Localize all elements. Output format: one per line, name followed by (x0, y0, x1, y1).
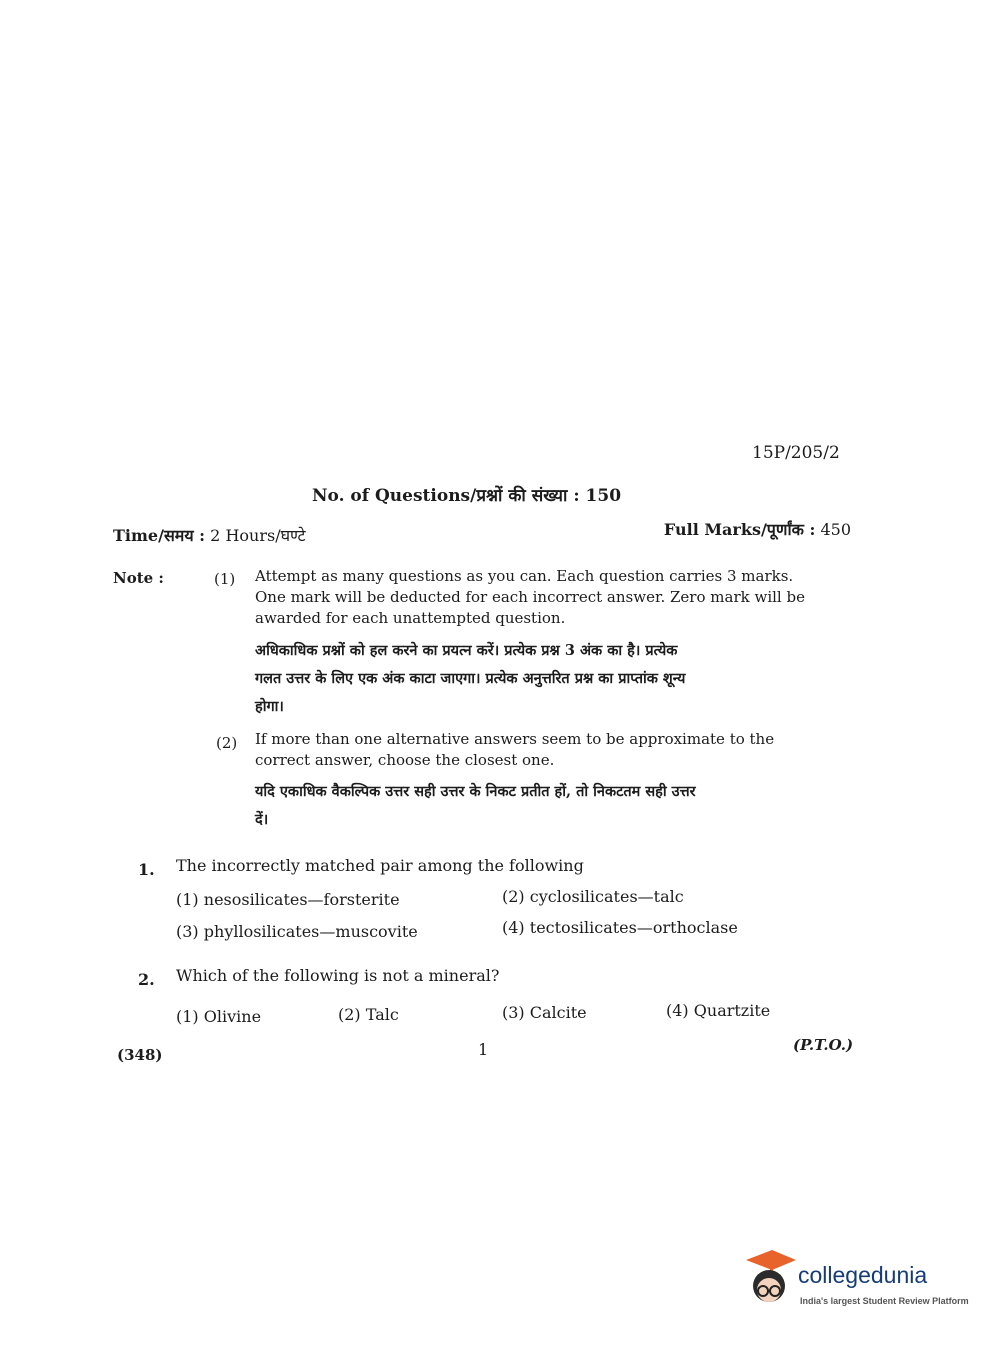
question-option (502, 918, 738, 937)
num-questions (312, 483, 621, 506)
question-number: 2. (138, 970, 155, 989)
note-label: Note : (113, 569, 164, 587)
note-item-english (255, 729, 855, 771)
option-text: Talc (365, 1005, 399, 1024)
option-number: (1) (176, 890, 199, 909)
question-option (338, 1005, 399, 1024)
time-info (113, 524, 306, 546)
note-item-number: (1) (214, 570, 236, 588)
note-line: होगा। (255, 698, 284, 715)
option-number: (2) (338, 1005, 361, 1024)
pto-label: (P.T.O.) (793, 1036, 854, 1054)
student-mascot-icon (742, 1250, 796, 1308)
option-text: phyllosilicates—muscovite (203, 922, 418, 941)
watermark-brand: collegedunia (798, 1262, 928, 1288)
note-line: awarded for each unattempted question. (255, 609, 566, 627)
option-number: (2) (502, 887, 525, 906)
option-text: nesosilicates—forsterite (203, 890, 400, 909)
note-item-hindi (255, 778, 855, 834)
question-option (502, 887, 684, 906)
booklet-code: (348) (117, 1046, 163, 1064)
page-number: 1 (478, 1040, 489, 1059)
option-number: (1) (176, 1007, 199, 1026)
full-marks-value: 450 (820, 520, 851, 539)
full-marks-info (664, 518, 851, 540)
note-line: Attempt as many questions as you can. Each question carries 3 marks. (255, 567, 794, 585)
watermark-tagline: India's largest Student Review Platform (800, 1296, 969, 1306)
note-line: If more than one alternative answers seem to be approximate to the (255, 730, 775, 748)
option-number: (4) (502, 918, 525, 937)
watermark-logo (742, 1250, 969, 1312)
option-number: (3) (502, 1003, 525, 1022)
option-text: Olivine (203, 1007, 262, 1026)
option-number: (4) (666, 1001, 689, 1020)
note-line: correct answer, choose the closest one. (255, 751, 555, 769)
note-line: दें। (255, 811, 269, 828)
question-text: The incorrectly matched pair among the following (176, 856, 584, 875)
option-number: (3) (176, 922, 199, 941)
note-line: यदि एकाधिक वैकल्पिक उत्तर सही उत्तर के निकट प्रतीत हों, तो निकटतम सही उत्तर (255, 783, 696, 800)
note-item-number: (2) (216, 734, 238, 752)
paper-code: 15P/205/2 (752, 443, 840, 463)
note-line: One mark will be deducted for each incorrect answer. Zero mark will be (255, 588, 805, 606)
question-option (176, 890, 400, 909)
time-value: 2 Hours/घण्टे (210, 526, 306, 545)
question-option (666, 1001, 770, 1020)
note-item-hindi (255, 637, 855, 721)
note-item-english (255, 566, 855, 629)
full-marks-label: Full Marks/पूर्णांक : (663, 520, 816, 539)
option-text: Quartzite (693, 1001, 771, 1020)
question-option (502, 1003, 587, 1022)
question-option (176, 922, 418, 941)
time-label: Time/समय : (113, 526, 206, 545)
option-text: tectosilicates—orthoclase (529, 918, 738, 937)
question-number: 1. (138, 860, 155, 879)
note-line: गलत उत्तर के लिए एक अंक काटा जाएगा। प्रत्येक अनुत्तरित प्रश्न का प्राप्तांक शून्य (255, 670, 686, 687)
note-line: अधिकाधिक प्रश्नों को हल करने का प्रयत्न करें। प्रत्येक प्रश्न 3 अंक का है। प्रत्येक (255, 642, 678, 659)
question-option (176, 1007, 261, 1026)
question-text: Which of the following is not a mineral? (176, 966, 500, 985)
option-text: cyclosilicates—talc (529, 887, 684, 906)
option-text: Calcite (529, 1003, 587, 1022)
num-questions-label: No. of Questions/प्रश्नों की संख्या : (312, 486, 580, 506)
num-questions-value: 150 (585, 486, 622, 506)
